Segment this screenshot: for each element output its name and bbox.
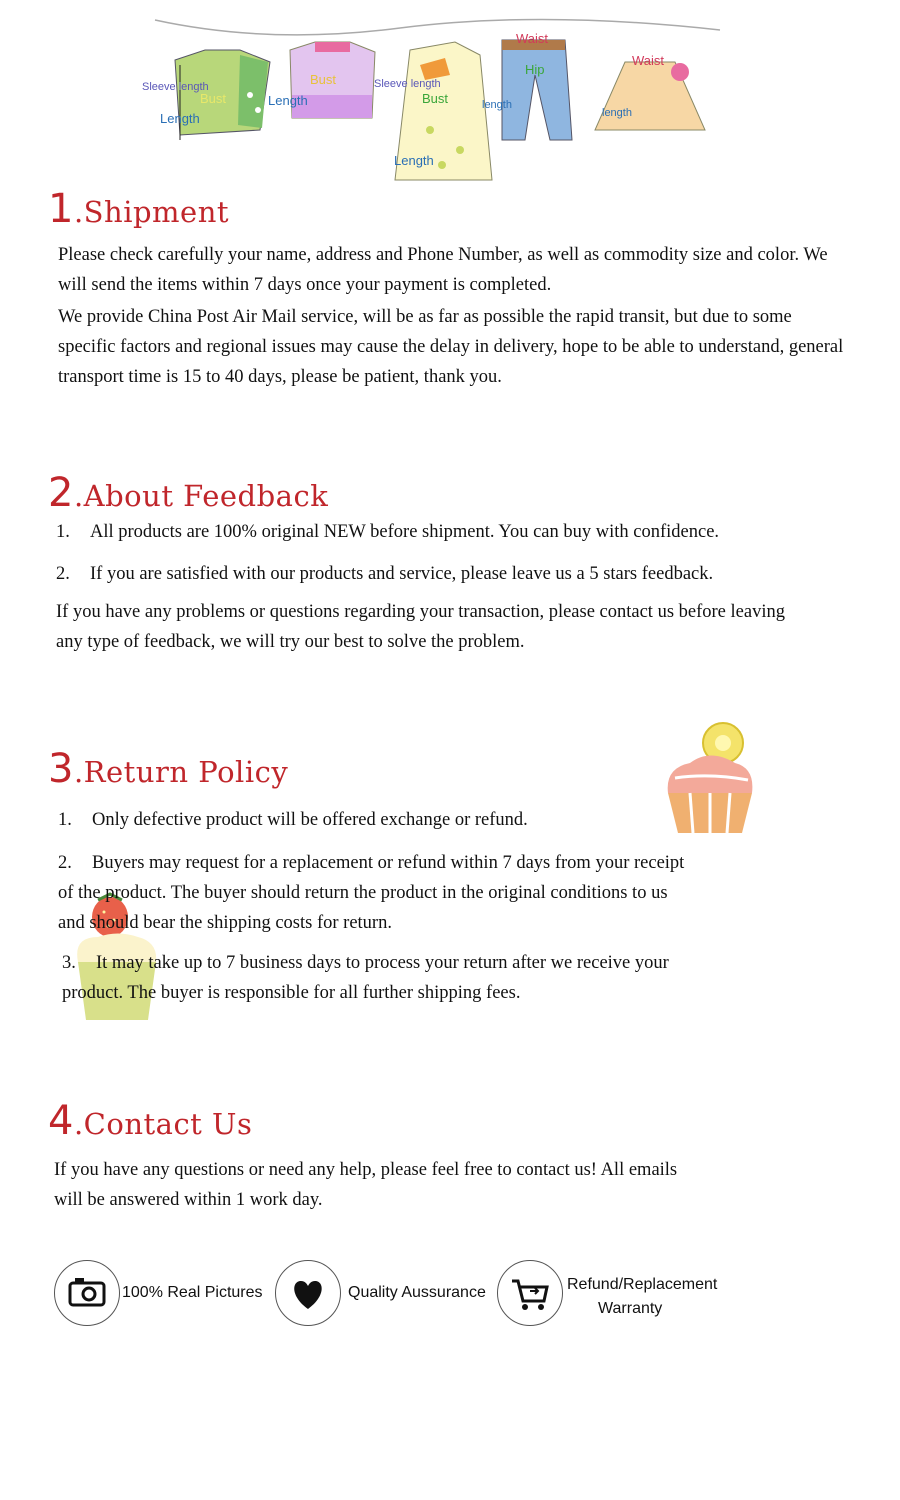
list-number: 2. xyxy=(56,564,70,584)
banner-label-waist-2: Waist xyxy=(632,53,665,68)
section-title-text: .About Feedback xyxy=(73,479,329,513)
section-title-contact xyxy=(48,1098,252,1144)
banner-label-length-4: length xyxy=(482,99,512,111)
section-title-shipment xyxy=(48,186,229,232)
jeans-illustration xyxy=(502,40,572,140)
skirt-illustration xyxy=(595,62,705,130)
badge-label-refund: Refund/Replacement xyxy=(567,1276,718,1293)
section-title-feedback xyxy=(48,470,328,516)
banner-label-length-3: Length xyxy=(394,153,434,168)
return-item-1 xyxy=(58,805,698,835)
section-number: 4 xyxy=(48,1098,74,1144)
list-number: 1. xyxy=(58,810,72,830)
badge-label-quality: Quality Aussurance xyxy=(348,1284,486,1301)
contact-text: If you have any questions or need any help, please feel free to contact us! All emails will be answered within 1 work day. xyxy=(54,1160,678,1210)
size-guide-banner xyxy=(120,0,740,190)
list-text: Buyers may request for a replacement or refund within 7 days from your receipt of the product. The buyer should return the product in the original conditions to us and should bear the shipping costs for return. xyxy=(58,853,685,933)
return-item-2 xyxy=(58,848,688,938)
heart-badge xyxy=(275,1260,341,1326)
cart-icon xyxy=(498,1261,562,1325)
section-title-text: .Contact Us xyxy=(73,1107,253,1141)
banner-label-bust-2: Bust xyxy=(310,72,337,87)
list-text: All products are 100% original NEW before shipment. You can buy with confidence. xyxy=(90,522,720,542)
list-number: 2. xyxy=(58,853,72,873)
guarantee-badges xyxy=(52,1258,772,1328)
list-number: 1. xyxy=(56,522,70,542)
shipment-paragraph-2: We provide China Post Air Mail service, will be as far as possible the rapid transit, but due to some specific factors and regional issues may cause the delay in delivery, hope to be able to understand, general transport time is 15 to 40 days, please be patient, thank you. xyxy=(58,307,844,387)
banner-label-length-2: Length xyxy=(268,93,308,108)
cart-badge xyxy=(497,1260,563,1326)
feedback-item-1 xyxy=(56,517,856,547)
feedback-item-2 xyxy=(56,559,856,589)
badge-label-real-pictures: 100% Real Pictures xyxy=(122,1284,263,1301)
hanger-line xyxy=(155,19,720,34)
list-number: 3. xyxy=(62,953,76,973)
banner-label-hip: Hip xyxy=(525,62,545,77)
section-title-text: .Shipment xyxy=(73,195,230,229)
section-number: 1 xyxy=(48,186,74,232)
list-text: If you are satisfied with our products and service, please leave us a 5 stars feedback. xyxy=(90,564,714,584)
badge-label-warranty: Warranty xyxy=(598,1300,663,1317)
section-title-return-policy xyxy=(48,746,288,792)
return-item-3 xyxy=(62,948,732,1008)
banner-label-bust-3: Bust xyxy=(422,91,449,106)
heart-icon xyxy=(276,1261,340,1325)
banner-label-length-1: Length xyxy=(160,111,200,126)
banner-label-bust-1: Bust xyxy=(200,91,227,106)
section-title-text: .Return Policy xyxy=(73,755,289,789)
shipment-body xyxy=(58,240,848,392)
feedback-note: If you have any problems or questions regarding your transaction, please contact us before leaving any type of feedback, we will try our best to solve the problem. xyxy=(56,602,785,652)
list-text: Only defective product will be offered exchange or refund. xyxy=(92,810,528,830)
banner-label-length-5: length xyxy=(602,107,632,119)
list-text: It may take up to 7 business days to process your return after we receive your product. The buyer is responsible for all further shipping fees. xyxy=(62,953,669,1003)
shipment-paragraph-1: Please check carefully your name, address and Phone Number, as well as commodity size and color. We will send the items within 7 days once your payment is completed. xyxy=(58,245,828,295)
banner-label-waist-1: Waist xyxy=(516,31,549,46)
section-number: 2 xyxy=(48,470,74,516)
banner-label-sleeve-length-2: Sleeve length xyxy=(374,78,441,90)
section-number: 3 xyxy=(48,746,74,792)
camera-icon xyxy=(55,1261,119,1325)
banner-label-sleeve-length-1: Sleeve length xyxy=(142,81,209,93)
camera-badge xyxy=(54,1260,120,1326)
